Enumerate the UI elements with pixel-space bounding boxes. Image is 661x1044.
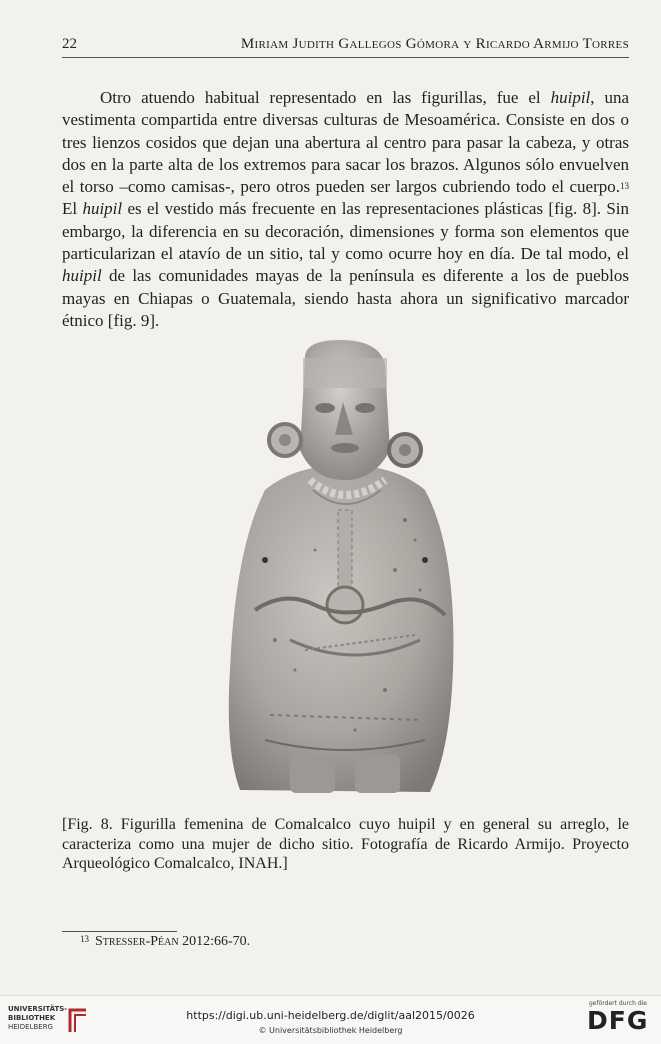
italic-term: huipil	[550, 88, 591, 107]
page-url-link[interactable]: https://digi.ub.uni-heidelberg.de/diglit/aal2015/0026	[186, 1009, 475, 1022]
body-text	[62, 87, 629, 332]
figure-caption: [Fig. 8. Figurilla femenina de Comalcalco cuyo huipil y en general su arreglo, le caracteriza como una mujer de dicho sitio. Fotografía de Ricardo Armijo. Proyecto Arqueológico Comalcalco, INAH.]	[62, 816, 629, 872]
footnote	[80, 934, 250, 950]
footnote-ref[interactable]: 13	[620, 181, 629, 192]
copyright: © Universitätsbibliothek Heidelberg	[258, 1026, 403, 1035]
dfg-logo[interactable]: gefördert durch die DFG	[587, 1000, 649, 1035]
paragraph: Otro atuendo habitual representado en las figurillas, fue el huipil, una vestimenta compartida entre diversas culturas de Mesoamérica. Consiste en dos o tres lienzos cosidos que dejan una abertura al centro para pasar la cabeza, y otras dos en la parte alta de los extremos para sacar los brazos. Algunos sólo envuelven el torso –como camisas-, pero otros pueden ser largos cubriendo todo el cuerpo.$^{13}$ El huipil es el vestido más frecuente en las representaciones plásticas [fig. 8]. Sin embargo, la diferencia en su decoración, dimensiones y forma son elementos que particularizan el atavío de un sitio, tal y como ocurre hoy en día. De tal modo, el huipil de las comunidades mayas de la península es diferente a los de pueblos mayas en Chiapas o Guatemala, siendo hasta ahora un significativo marcador étnico [fig. 9].	[62, 88, 630, 330]
italic-term: huipil	[82, 199, 123, 219]
page-number: 22	[62, 36, 77, 52]
page-header	[62, 36, 629, 56]
library-logo[interactable]: UNIVERSITÄTS- BIBLIOTHEK HEIDELBERG	[8, 1005, 68, 1031]
running-head: Miriam Judith Gallegos Gómora y Ricardo Armijo Torres	[240, 36, 629, 52]
footer-bar	[0, 995, 661, 1044]
footnote-number: 13	[80, 934, 89, 944]
footnote-rule	[62, 931, 177, 932]
italic-term: huipil	[62, 266, 102, 286]
footnote-ref-text: 2012:66-70.	[178, 934, 251, 949]
footnote-author: Stresser-Péan	[95, 934, 179, 949]
header-rule	[62, 57, 629, 58]
figurine-photo	[195, 340, 480, 810]
